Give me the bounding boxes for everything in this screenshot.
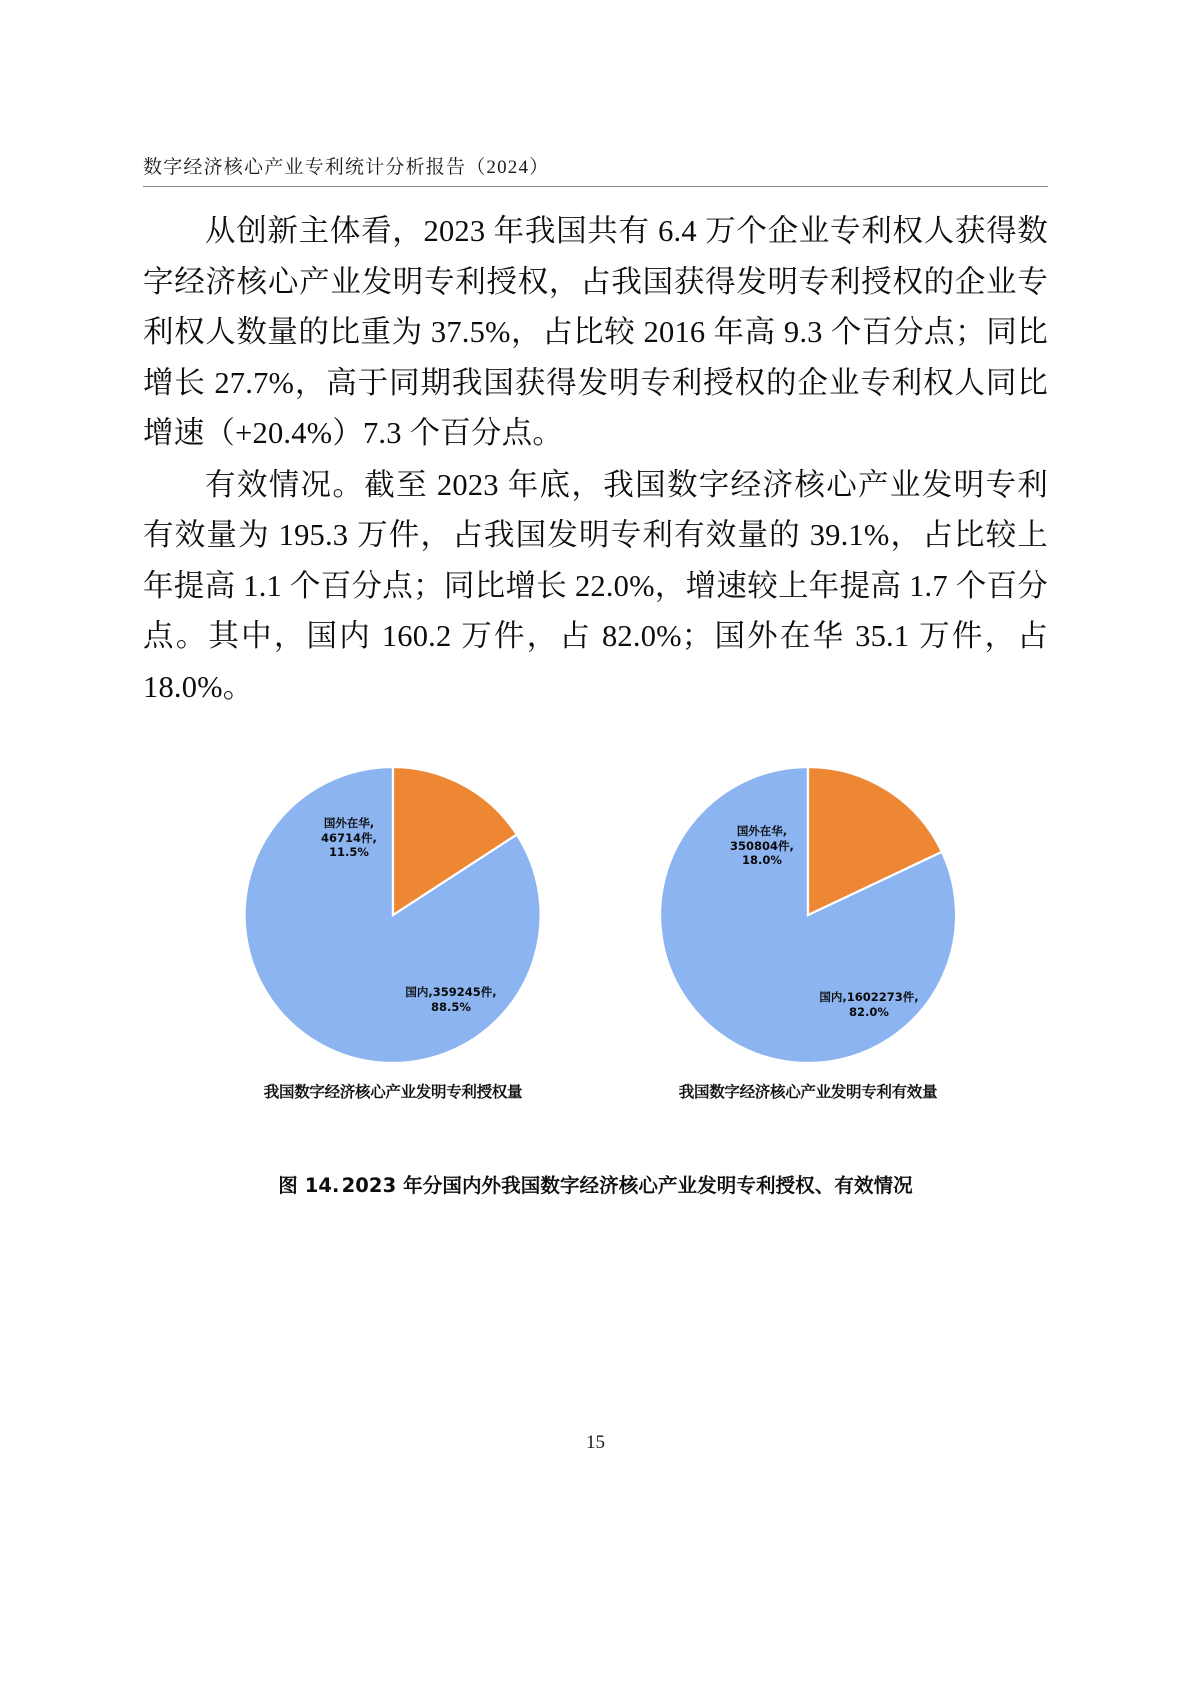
pie-chart-valid bbox=[598, 760, 1018, 1140]
figure-caption bbox=[143, 1170, 1048, 1198]
pie-svg-valid bbox=[643, 760, 973, 1070]
figure-caption-text: 2023 年分国内外我国数字经济核心产业发明专利授权、有效情况 bbox=[341, 1174, 913, 1197]
pie-label-foreign-grant bbox=[290, 816, 408, 860]
pie-wrap-grant bbox=[228, 760, 558, 1070]
pie-label-domestic-grant-line1: 国内,359245件, bbox=[405, 985, 497, 999]
pie-label-foreign-grant-line2: 46714件, bbox=[321, 830, 377, 845]
pie-title-valid: 我国数字经济核心产业发明专利有效量 bbox=[678, 1083, 938, 1101]
pie-label-foreign-valid-line3: 18.0% bbox=[742, 853, 782, 867]
body-text bbox=[143, 206, 1048, 713]
pie-wrap-valid bbox=[643, 760, 973, 1070]
page-number: 15 bbox=[586, 1432, 605, 1453]
figure-caption-number: 图 14. bbox=[278, 1174, 340, 1197]
pie-svg-grant bbox=[228, 760, 558, 1070]
pie-label-domestic-grant bbox=[376, 985, 526, 1014]
pie-label-domestic-valid-line1: 国内,1602273件, bbox=[819, 990, 919, 1004]
pie-label-foreign-valid-line1: 国外在华, bbox=[736, 824, 788, 838]
pie-label-foreign-grant-line3: 11.5% bbox=[329, 845, 369, 859]
header-divider bbox=[143, 186, 1048, 187]
paragraph-1: 从创新主体看，2023 年我国共有 6.4 万个企业专利权人获得数字经济核心产业发明专利授权，占我国获得发明专利授权的企业专利权人数量的比重为 37.5%，占比较 2016 年高 9.3 个百分点；同比增长 27.7%，高于同期我国获得发明专利授权的企业专利权人同比增速（+20.4%）7.3 个百分点。 bbox=[143, 214, 1048, 450]
pie-title-grant: 我国数字经济核心产业发明专利授权量 bbox=[263, 1083, 523, 1101]
paragraph-2: 有效情况。截至 2023 年底，我国数字经济核心产业发明专利有效量为 195.3 万件，占我国发明专利有效量的 39.1%，占比较上年提高 1.1 个百分点；同比增长 22.0%，增速较上年提高 1.7 个百分点。其中，国内 160.2 万件，占 82.0%；国外在华 35.1 万件，占 18.0%。 bbox=[143, 467, 1048, 704]
pie-label-foreign-valid-line2: 350804件, bbox=[730, 838, 794, 853]
pie-chart-grant bbox=[183, 760, 603, 1140]
pie-label-domestic-grant-line2: 88.5% bbox=[431, 999, 471, 1014]
pie-label-domestic-valid-line2: 82.0% bbox=[849, 1004, 889, 1019]
header-title: 数字经济核心产业专利统计分析报告（2024） bbox=[143, 157, 550, 178]
pie-label-foreign-valid bbox=[701, 824, 823, 868]
pie-label-foreign-grant-line1: 国外在华, bbox=[323, 816, 375, 830]
pie-label-domestic-valid bbox=[789, 990, 949, 1019]
running-header bbox=[143, 152, 1048, 187]
figure-14 bbox=[143, 760, 1048, 1140]
